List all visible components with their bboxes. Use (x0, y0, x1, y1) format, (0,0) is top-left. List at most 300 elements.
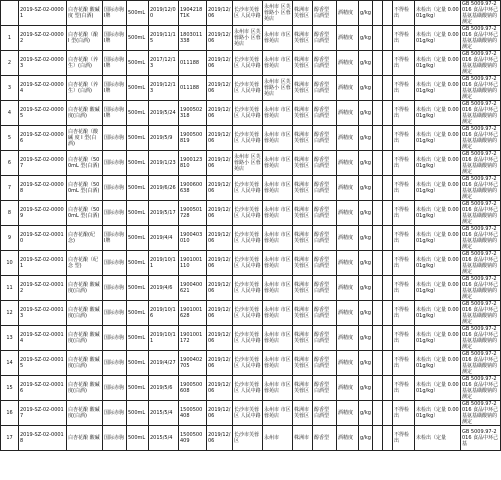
cell-brand: 国际赤驹 (103, 251, 127, 276)
cell-category: 醇香型 白酒型 (313, 201, 337, 226)
cell-measure-unit: g/kg (359, 126, 373, 151)
cell-test-item: 酒精度 (337, 401, 359, 426)
cell-category: 醇香型 白酒型 (313, 351, 337, 376)
cell-sample-code: 2019-SZ-02-00012 (19, 276, 67, 301)
cell-limit-extra (383, 376, 393, 401)
table-row (1, 326, 501, 351)
cell-brand: 国际赤驹 I牌 (103, 1, 127, 26)
cell-test-item: 酒精度 (337, 176, 359, 201)
cell-specification: 500mL (127, 126, 149, 151)
cell-brand: 国际赤驹 (103, 376, 127, 401)
cell-sampled-entity: 长沙市芙蓉区 人民中路 (233, 301, 263, 326)
cell-test-result: 未检出（定量 0.0001g/kg） (415, 176, 461, 201)
cell-sampling-date: 2019/12/06 (207, 301, 233, 326)
cell-sampling-date: 2019/12/06 (207, 251, 233, 276)
cell-product-name: 白杏花酿（养 生）(白酒) (67, 51, 103, 76)
cell-batch-number: 1500500408 (179, 401, 207, 426)
cell-measure-unit: g/kg (359, 226, 373, 251)
cell-specification: 500mL (127, 1, 149, 26)
cell-test-item: 酒精度 (337, 51, 359, 76)
cell-production-region: 株洲市 芙蓉区 (293, 326, 313, 351)
cell-production-date: 2019/10/11 (149, 326, 179, 351)
cell-sampling-date: 2019/12/06 (207, 26, 233, 51)
cell-unit-extra (373, 251, 383, 276)
cell-brand: 国际赤驹 I牌 (103, 101, 127, 126)
cell-unit-extra (373, 76, 383, 101)
cell-production-date: 2019/11/15 (149, 26, 179, 51)
cell-product-name: 白杏花酿（酿 I 型(白酒) (67, 26, 103, 51)
cell-production-date: 2019/5/17 (149, 201, 179, 226)
table-row (1, 51, 501, 76)
cell-measure-unit: g/kg (359, 351, 373, 376)
cell-category: 醇香型 白酒型 (313, 176, 337, 201)
cell-brand: 国际赤驹 (103, 151, 127, 176)
cell-production-region: 株洲市 芙蓉区 (293, 76, 313, 101)
table-row (1, 151, 501, 176)
table-row (1, 226, 501, 251)
table-row (1, 276, 501, 301)
cell-production-region: 株洲市 芙蓉区 (293, 276, 313, 301)
cell-test-result: 未检出（定量 (415, 426, 461, 451)
table-row (1, 1, 501, 26)
cell-production-date: 2019/4/6 (149, 276, 179, 301)
cell-test-result: 未检出（定量 0.0001g/kg） (415, 276, 461, 301)
cell-product-name: 白杏花酿 酸碱 度(白酒) (67, 101, 103, 126)
cell-test-result: 未检出（定量 0.0001g/kg） (415, 326, 461, 351)
cell-limit-extra (383, 1, 393, 26)
cell-brand: 国际赤驹 (103, 276, 127, 301)
cell-production-date: 2019/5/6 (149, 376, 179, 401)
cell-brand: 国际赤驹 (103, 176, 127, 201)
cell-producer-address: 永州市 (263, 426, 293, 451)
cell-row-number: 1 (1, 26, 19, 51)
cell-category: 醇香型 白酒型 (313, 101, 337, 126)
cell-batch-number: 1900502318 (179, 101, 207, 126)
cell-producer-address: 永州市 区芙蓉路小 区蓉苑店 (263, 1, 293, 26)
cell-test-result: 未检出（定量 0.0001g/kg） (415, 151, 461, 176)
cell-standard-value: 不得检出 (393, 176, 415, 201)
cell-unit-extra (373, 326, 383, 351)
cell-limit-extra (383, 151, 393, 176)
table-row (1, 101, 501, 126)
cell-batch-number: 1500500409 (179, 426, 207, 451)
cell-sampled-entity: 长沙市芙蓉区 人民中路 (233, 376, 263, 401)
cell-category: 醇香型 白酒型 (313, 251, 337, 276)
cell-limit-extra (383, 326, 393, 351)
cell-row-number: 8 (1, 201, 19, 226)
cell-row-number: 2 (1, 51, 19, 76)
cell-test-method: GB 5009.97-2016 食品中环己基氨基磺酸钠的测定 (461, 401, 501, 426)
cell-test-result: 未检出（定量 0.0001g/kg） (415, 251, 461, 276)
cell-standard-value: 不得检出 (393, 126, 415, 151)
cell-row-number: 5 (1, 126, 19, 151)
cell-standard-value: 不得检出 (393, 426, 415, 451)
cell-category: 醇香型 白酒型 (313, 76, 337, 101)
cell-sampling-date: 2019/12/06 (207, 226, 233, 251)
cell-sampled-entity: 长沙市芙蓉区 人民中路 (233, 351, 263, 376)
cell-measure-unit: g/kg (359, 101, 373, 126)
cell-standard-value: 不得检出 (393, 276, 415, 301)
cell-test-item: 酒精度 (337, 426, 359, 451)
cell-unit-extra (373, 201, 383, 226)
cell-test-method: GB 5009.97-2016 食品中环己基 (461, 426, 501, 451)
cell-batch-number: 011188 (179, 76, 207, 101)
cell-sampling-date: 2019/12/06 (207, 276, 233, 301)
cell-test-result: 未检出（定量 0.0001g/kg） (415, 226, 461, 251)
cell-production-date: 2019/6/26 (149, 176, 179, 201)
cell-producer-address: 永州市 市区蓉苑店 (263, 176, 293, 201)
table-row (1, 401, 501, 426)
cell-test-method: GB 5009.97-2016 食品中环己基氨基磺酸钠的测定 (461, 326, 501, 351)
cell-test-method: GB 5009.97-2016 食品中环己基氨基磺酸钠的测定 (461, 151, 501, 176)
cell-product-name: 白杏花酿 酸碱 度(白酒) (67, 276, 103, 301)
cell-row-number: 15 (1, 376, 19, 401)
cell-production-date: 2017/12/13 (149, 51, 179, 76)
cell-row-number: 14 (1, 351, 19, 376)
cell-test-method: GB 5009.97-2016 食品中环己基氨基磺酸钠的测定 (461, 251, 501, 276)
cell-sample-code: 2019-SZ-02-00017 (19, 401, 67, 426)
cell-limit-extra (383, 51, 393, 76)
cell-test-item: 酒精度 (337, 376, 359, 401)
cell-production-date: 2019/4/4 (149, 226, 179, 251)
cell-measure-unit: g/kg (359, 51, 373, 76)
cell-specification: 500mL (127, 276, 149, 301)
cell-test-method: GB 5009.97-2016 食品中环己基氨基磺酸钠的测定 (461, 51, 501, 76)
cell-row-number: 16 (1, 401, 19, 426)
cell-standard-value: 不得检出 (393, 226, 415, 251)
cell-specification: 500mL (127, 251, 149, 276)
cell-brand: 国际赤驹 (103, 301, 127, 326)
cell-unit-extra (373, 351, 383, 376)
cell-specification: 500mL (127, 401, 149, 426)
cell-limit-extra (383, 201, 393, 226)
cell-sample-code: 2019-SZ-02-00007 (19, 151, 67, 176)
cell-standard-value: 不得检出 (393, 1, 415, 26)
cell-production-region: 株洲市 芙蓉区 (293, 26, 313, 51)
cell-limit-extra (383, 101, 393, 126)
cell-test-result: 未检出（定量 0.0001g/kg） (415, 201, 461, 226)
cell-category: 醇香型 白酒型 (313, 326, 337, 351)
cell-test-method: GB 5009.97-2016 食品中环己基氨基磺酸钠的测定 (461, 126, 501, 151)
cell-production-region: 株洲市 芙蓉区 (293, 151, 313, 176)
cell-measure-unit: g/kg (359, 426, 373, 451)
cell-test-result: 未检出（定量 0.0001g/kg） (415, 351, 461, 376)
cell-batch-number: 1900501728 (179, 201, 207, 226)
cell-test-result: 未检出（定量 0.0001g/kg） (415, 401, 461, 426)
cell-producer-address: 永州市 市区蓉苑店 (263, 276, 293, 301)
cell-batch-number: 011188 (179, 51, 207, 76)
cell-category: 醇香型 (313, 426, 337, 451)
cell-product-name: 白杏花酿（酸碱 度 I 型(白酒) (67, 126, 103, 151)
cell-production-region: 株洲市 芙蓉区 (293, 251, 313, 276)
cell-unit-extra (373, 51, 383, 76)
cell-production-date: 2019/12/00 (149, 1, 179, 26)
cell-sampled-entity: 长沙市芙蓉区 人民中路 (233, 76, 263, 101)
cell-product-name: 白杏花酿（500mL 型(白酒) (67, 176, 103, 201)
table-row (1, 76, 501, 101)
cell-batch-number: 1803011338 (179, 26, 207, 51)
cell-product-name: 白杏花酿（500mL 型(白酒) (67, 201, 103, 226)
cell-producer-address: 永州市 市区蓉苑店 (263, 101, 293, 126)
cell-sampling-date: 2019/12/06 (207, 76, 233, 101)
cell-unit-extra (373, 176, 383, 201)
cell-specification: 500mL (127, 226, 149, 251)
cell-brand: 国际赤驹 (103, 326, 127, 351)
cell-row-number: 17 (1, 426, 19, 451)
cell-standard-value: 不得检出 (393, 301, 415, 326)
cell-specification: 500mL (127, 176, 149, 201)
cell-product-name: 白杏花酿（500mL 型(白酒) (67, 151, 103, 176)
cell-sample-code: 2019-SZ-02-00015 (19, 351, 67, 376)
cell-sampled-entity: 长沙市芙蓉区 人民中路 (233, 276, 263, 301)
cell-production-date: 2019/10/11 (149, 251, 179, 276)
cell-brand: 国际赤驹 I牌 (103, 226, 127, 251)
cell-row-number: 3 (1, 76, 19, 101)
cell-test-result: 未检出（定量 0.0001g/kg） (415, 126, 461, 151)
cell-production-date: 2015/5/4 (149, 426, 179, 451)
table-row (1, 201, 501, 226)
cell-test-item: 酒精度 (337, 326, 359, 351)
cell-category: 醇香型 白酒型 (313, 276, 337, 301)
cell-unit-extra (373, 1, 383, 26)
cell-specification: 500mL (127, 76, 149, 101)
cell-test-method: GB 5009.97-2016 食品中环己基氨基磺酸钠的测定 (461, 76, 501, 101)
cell-specification: 500mL (127, 351, 149, 376)
cell-unit-extra (373, 26, 383, 51)
cell-sample-code: 2019-SZ-02-00001 (19, 1, 67, 26)
cell-sampled-entity: 长沙市芙蓉区 人民中路 (233, 101, 263, 126)
cell-category: 醇香型 白酒型 (313, 376, 337, 401)
cell-test-method: GB 5009.97-2016 食品中环己基氨基磺酸钠的测定 (461, 351, 501, 376)
cell-test-result: 未检出（定量 0.0001g/kg） (415, 51, 461, 76)
cell-brand: 国际赤驹 I牌 (103, 26, 127, 51)
cell-test-item: 酒精度 (337, 1, 359, 26)
cell-production-region: 株洲市 芙蓉区 (293, 176, 313, 201)
cell-limit-extra (383, 226, 393, 251)
cell-category: 醇香型 白酒型 (313, 301, 337, 326)
cell-sampling-date: 2019/12/06 (207, 401, 233, 426)
cell-sample-code: 2019-SZ-02-00010 (19, 226, 67, 251)
cell-batch-number: 1901001172 (179, 326, 207, 351)
cell-test-method: GB 5009.97-2016 食品中环己基氨基磺酸钠的测定 (461, 101, 501, 126)
cell-test-method: GB 5009.97-2016 食品中环己基氨基磺酸钠的测定 (461, 376, 501, 401)
cell-sampled-entity: 长沙市芙蓉区 人民中路 (233, 401, 263, 426)
cell-sample-code: 2019-SZ-02-00018 (19, 426, 67, 451)
cell-standard-value: 不得检出 (393, 251, 415, 276)
cell-production-region: 株洲市 芙蓉区 (293, 351, 313, 376)
cell-limit-extra (383, 76, 393, 101)
cell-producer-address: 永州市 市区蓉苑店 (263, 226, 293, 251)
cell-test-item: 酒精度 (337, 101, 359, 126)
cell-test-item: 酒精度 (337, 301, 359, 326)
cell-measure-unit: g/kg (359, 201, 373, 226)
cell-test-item: 酒精度 (337, 351, 359, 376)
cell-test-method: GB 5009.97-2016 食品中环己基氨基磺酸钠的测定 (461, 301, 501, 326)
cell-product-name: 白杏花酿(纪念) (67, 226, 103, 251)
cell-production-region: 株洲市 芙蓉区 (293, 51, 313, 76)
cell-brand: 国际赤驹 I牌 (103, 51, 127, 76)
cell-category: 醇香型 白酒型 (313, 26, 337, 51)
cell-standard-value: 不得检出 (393, 51, 415, 76)
cell-sample-code: 2019-SZ-02-00014 (19, 326, 67, 351)
cell-sampled-entity: 永州市 区芙蓉路小 区蓉苑店 (233, 26, 263, 51)
cell-measure-unit: g/kg (359, 401, 373, 426)
cell-production-date: 2019/5/24 (149, 101, 179, 126)
cell-sample-code: 2019-SZ-02-00006 (19, 126, 67, 151)
cell-brand: 国际赤驹 (103, 351, 127, 376)
cell-sampled-entity: 永州市 区芙蓉路小 区蓉苑店 (233, 151, 263, 176)
cell-measure-unit: g/kg (359, 376, 373, 401)
cell-sampling-date: 2019/12/06 (207, 376, 233, 401)
cell-limit-extra (383, 401, 393, 426)
cell-unit-extra (373, 126, 383, 151)
cell-sampling-date: 2019/12/06 (207, 326, 233, 351)
cell-test-result: 未检出（定量 0.0001g/kg） (415, 1, 461, 26)
cell-production-date: 2019/12/13 (149, 76, 179, 101)
cell-test-item: 酒精度 (337, 126, 359, 151)
cell-sample-code: 2019-SZ-02-00009 (19, 201, 67, 226)
cell-product-name: 白杏花酿 酸碱 度(白酒) (67, 401, 103, 426)
cell-producer-address: 永州市 市区蓉苑店 (263, 26, 293, 51)
cell-production-date: 2019/1/23 (149, 151, 179, 176)
cell-measure-unit: g/kg (359, 326, 373, 351)
cell-row-number: 9 (1, 226, 19, 251)
cell-producer-address: 永州市 市区蓉苑店 (263, 251, 293, 276)
cell-test-result: 未检出（定量 0.0001g/kg） (415, 301, 461, 326)
cell-production-region: 株洲市 芙蓉区 (293, 226, 313, 251)
cell-producer-address: 永州市 市区蓉苑店 (263, 201, 293, 226)
cell-product-name: 白杏花酿 酸碱 度(白酒) (67, 326, 103, 351)
cell-row-number: 6 (1, 151, 19, 176)
cell-batch-number: 1900500819 (179, 126, 207, 151)
cell-category: 醇香型 白酒型 (313, 226, 337, 251)
cell-test-method: GB 5009.97-2016 食品中环己基氨基磺酸钠的测定 (461, 26, 501, 51)
cell-row-number (1, 1, 19, 26)
cell-row-number: 13 (1, 326, 19, 351)
cell-standard-value: 不得检出 (393, 351, 415, 376)
cell-sampling-date: 2019/12/06 (207, 1, 233, 26)
cell-test-item: 酒精度 (337, 276, 359, 301)
cell-sampling-date: 2019/12/06 (207, 176, 233, 201)
cell-batch-number: 1900123810 (179, 151, 207, 176)
cell-standard-value: 不得检出 (393, 401, 415, 426)
cell-sample-code: 2019-SZ-02-00011 (19, 251, 67, 276)
cell-test-result: 未检出（定量 0.0001g/kg） (415, 26, 461, 51)
cell-producer-address: 永州市 区芙蓉路小 区蓉苑店 (263, 76, 293, 101)
cell-product-name: 白杏花酿 酸碱 度(白酒) (67, 376, 103, 401)
cell-standard-value: 不得检出 (393, 326, 415, 351)
cell-specification: 500mL (127, 101, 149, 126)
cell-test-item: 酒精度 (337, 76, 359, 101)
table-row (1, 301, 501, 326)
cell-standard-value: 不得检出 (393, 201, 415, 226)
cell-measure-unit: g/kg (359, 176, 373, 201)
cell-test-item: 酒精度 (337, 226, 359, 251)
cell-sampled-entity: 长沙市芙蓉区 人民中路 (233, 176, 263, 201)
cell-producer-address: 永州市 市区蓉苑店 (263, 51, 293, 76)
cell-product-name: 白杏花酿 酸碱 (67, 426, 103, 451)
cell-test-result: 未检出（定量 0.0001g/kg） (415, 76, 461, 101)
cell-specification: 500mL (127, 326, 149, 351)
cell-producer-address: 永州市 市区蓉苑店 (263, 326, 293, 351)
cell-batch-number: 1901001628 (179, 301, 207, 326)
cell-limit-extra (383, 301, 393, 326)
cell-test-method: GB 5009.97-2016 食品中环己基氨基磺酸钠的测定 (461, 201, 501, 226)
cell-sampled-entity: 长沙市芙蓉区 人民中路 (233, 126, 263, 151)
cell-producer-address: 永州市 市区蓉苑店 (263, 401, 293, 426)
cell-sample-code: 2019-SZ-02-00008 (19, 176, 67, 201)
cell-specification: 500mL (127, 26, 149, 51)
cell-row-number: 4 (1, 101, 19, 126)
cell-unit-extra (373, 101, 383, 126)
cell-sampled-entity: 长沙市芙蓉区 人民中路 (233, 326, 263, 351)
cell-specification: 500mL (127, 201, 149, 226)
cell-standard-value: 不得检出 (393, 76, 415, 101)
cell-specification: 500mL (127, 51, 149, 76)
table-row (1, 126, 501, 151)
cell-production-date: 2019/4/27 (149, 351, 179, 376)
cell-measure-unit: g/kg (359, 301, 373, 326)
table-row (1, 426, 501, 451)
cell-producer-address: 永州市 市区蓉苑店 (263, 301, 293, 326)
cell-product-name: 白杏花酿 酸碱度 型(白酒) (67, 1, 103, 26)
cell-sample-code: 2019-SZ-02-00016 (19, 376, 67, 401)
cell-sample-code: 2019-SZ-02-00003 (19, 51, 67, 76)
cell-production-date: 2019/5/9 (149, 126, 179, 151)
cell-measure-unit: g/kg (359, 26, 373, 51)
cell-test-item: 酒精度 (337, 201, 359, 226)
cell-sampling-date: 2019/12/06 (207, 201, 233, 226)
cell-sampling-date: 2019/12/06 (207, 101, 233, 126)
cell-limit-extra (383, 251, 393, 276)
cell-row-number: 10 (1, 251, 19, 276)
cell-sampling-date: 2019/12/06 (207, 351, 233, 376)
cell-batch-number: 1900600638 (179, 176, 207, 201)
cell-producer-address: 永州市 市区蓉苑店 (263, 151, 293, 176)
cell-sampled-entity: 长沙市芙蓉区 人民中路 (233, 1, 263, 26)
cell-standard-value: 不得检出 (393, 151, 415, 176)
table-row (1, 26, 501, 51)
cell-producer-address: 永州市 市区蓉苑店 (263, 126, 293, 151)
cell-standard-value: 不得检出 (393, 376, 415, 401)
cell-batch-number: 1904218T1K (179, 1, 207, 26)
cell-unit-extra (373, 376, 383, 401)
cell-unit-extra (373, 276, 383, 301)
cell-brand: 国际赤驹 (103, 126, 127, 151)
table-row (1, 376, 501, 401)
cell-sampling-date: 2019/12/06 (207, 126, 233, 151)
cell-production-region: 株洲市 芙蓉区 (293, 376, 313, 401)
cell-specification: 500mL (127, 426, 149, 451)
cell-production-region: 株洲市 芙蓉区 (293, 301, 313, 326)
cell-row-number: 12 (1, 301, 19, 326)
cell-sampled-entity: 长沙市芙蓉区 (233, 426, 263, 451)
cell-specification: 500mL (127, 301, 149, 326)
cell-limit-extra (383, 276, 393, 301)
cell-sampling-date: 2019/12/06 (207, 51, 233, 76)
cell-production-region: 株洲市 芙蓉区 (293, 401, 313, 426)
cell-batch-number: 1900403010 (179, 226, 207, 251)
cell-category: 醇香型 白酒型 (313, 401, 337, 426)
cell-production-region: 株洲市 芙蓉区 (293, 201, 313, 226)
table-row (1, 176, 501, 201)
cell-measure-unit: g/kg (359, 276, 373, 301)
cell-product-name: 白杏花酿（纪念 型) (67, 251, 103, 276)
cell-measure-unit: g/kg (359, 76, 373, 101)
cell-measure-unit: g/kg (359, 151, 373, 176)
cell-sampled-entity: 长沙市芙蓉区 人民中路 (233, 201, 263, 226)
cell-standard-value: 不得检出 (393, 26, 415, 51)
